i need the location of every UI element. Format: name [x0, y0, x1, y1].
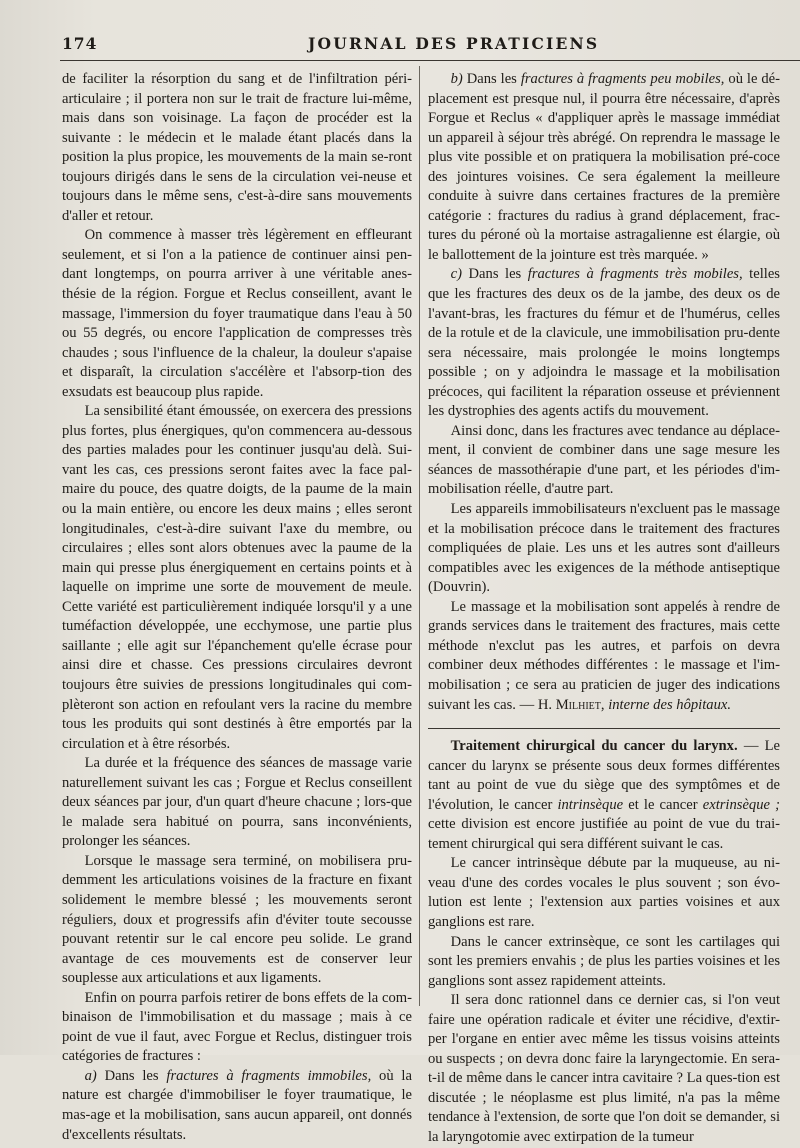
- paragraph-resorption: de faciliter la résorption du sang et de l'infiltration péri-articulaire ; il portera non sur le trait de fracture lui-même, mais dans son voisinage. La façon de procéder est la suivante : le médecin et le malade étant placés dans la position la plus propice, les mouvements de la main se-ront toujours dirigés dans le sens de la circulation vei-neuse et toujours dans le même sens, c'est-à-dire sans mouvements d'aller et retour.: [62, 71, 412, 224]
- column-divider: [419, 66, 420, 1006]
- category-b-dans: Dans les: [466, 71, 517, 87]
- category-c-text: telles que les fractures des deux os de la jambe, des deux os de l'avant-bras, les fractures du fémur et de l'humérus, celles de la rotule et de la clavicule, une immobilisation pru-dente sera nécessaire, mais prolongée le moins longtemps possible ; on y adjoindra le massage et la mobilisation précoces, qui facilitent la réparation osseuse et préviennent les dystrophies des agents actifs du mouvement.: [428, 266, 780, 420]
- journal-title: JOURNAL DES PRATICIENS: [308, 34, 600, 53]
- author-role: interne des hôpitaux.: [608, 696, 731, 713]
- category-b-text: où le dé-placement est presque nul, il pourra être nécessaire, d'après Forgue et Reclus « d'appliquer après le massage immédiat un appareil à séjour très abrégé. On reprendra le massage le plus vite possible et on pratiquera la mobilisation pré-coce des jointures voisines. Ce sera également la meilleure conduite à suivre dans certaines fractures de la première catégorie : fractures du radius à grand déplacement, frac-tures du péroné où la mortaise astragalienne est élargie, où le ballottement de la jointure est très marquée. »: [428, 71, 781, 263]
- author-name: H. Milhiet,: [537, 696, 605, 713]
- category-b-marker: b): [450, 71, 463, 87]
- larynx-et-le-cancer: et le cancer: [628, 796, 698, 813]
- paragraph-effleurage: On commence à masser très légèrement en effleurant seulement, et si l'on a la patience de continuer ainsi pen-dant longtemps, on pourra arriver à une véritable anes-thésie de la région. Forgue et Reclus conseillent, avant le massage, l'immersion du foyer traumatique dans l'eau à 50 ou 55 degrés, ou encore l'application de compresses très chaudes ; sous l'influence de la chaleur, la douleur s'apaise et disparaît, la circulation s'accélère et l'absorp-tion des exsudats est beaucoup plus rapide.: [62, 227, 412, 400]
- header-rule: [60, 60, 800, 61]
- paragraph-categories: Enfin on pourra parfois retirer de bons effets de la com-binaison de l'immobilisation et du massage ; mais à ce point de vue il faut, avec Forgue et Reclus, distinguer trois catégories de fractures :: [62, 989, 412, 1065]
- conclusion-text: Le massage et la mobilisation sont appelés à rendre de grands services dans le traitement des fractures, mais cette méthode n'exclut pas les autres, et parfois on devra combiner deux méthodes différentes : le massage et l'im-mobilisation ; ce sera au praticien de juger des indications suivant les cas. —: [428, 598, 780, 713]
- paragraph-cancer-intrinseque: Le cancer intrinsèque débute par la muqueuse, au ni-veau d'une des cordes vocales le plus souvent ; son évo-lution est lente ; l'extension aux parties voisines et aux ganglions est rare.: [428, 855, 780, 930]
- paragraph-appareils: Les appareils immobilisateurs n'excluent pas le massage et la mobilisation précoce dans le traitement des fractures compliquées de plaie. Les uns et les autres sont d'ailleurs compatibles avec les exigences de la méthode antiseptique (Douvrin).: [428, 501, 780, 596]
- paragraph-mobilisation: Lorsque le massage sera terminé, on mobilisera pru-demment les articulations voisines de la fracture en fixant solidement le membre blessé ; les mouvements seront réguliers, doux et progressifs afin d'éviter toute secousse pouvant retentir sur le cal encore peu solide. Le grand avantage de ces mouvements est de conserver leur souplesse aux articulations et aux ligaments.: [62, 852, 412, 987]
- category-a-dans: Dans les: [104, 1067, 159, 1084]
- section-separator: [428, 728, 780, 729]
- category-c-italic: fractures à fragments très mobiles,: [527, 266, 743, 283]
- paragraph-conclusion: [428, 598, 780, 715]
- paragraph-larynx-intro: [428, 737, 780, 854]
- category-a-marker: a): [84, 1067, 97, 1084]
- larynx-intro-rest: cette division est encore justifiée au point de vue du trai-tement chirurgical qui sera différent suivant le cas.: [428, 816, 780, 852]
- section-title: Traitement chirurgical du cancer du larynx.: [450, 738, 738, 755]
- category-c-marker: c): [450, 266, 462, 283]
- paragraph-category-c: [428, 265, 780, 421]
- paragraph-category-b: [428, 70, 780, 265]
- category-b-italic: fractures à fragments peu mobiles,: [520, 71, 725, 87]
- paragraph-cancer-extrinseque: Dans le cancer extrinsèque, ce sont les cartilages qui sont les premiers envahis ; de plus les parties voisines et les ganglions sont assez rapidement atteints.: [428, 933, 780, 989]
- larynx-intro-dash: — Le cancer du larynx se présente sous deux formes différentes tant au point de vue du siège que des symptômes et de l'évolution, le cancer: [428, 738, 780, 813]
- page-number: 174: [62, 34, 98, 53]
- left-column: [62, 70, 412, 1145]
- paragraph-duree-seances: La durée et la fréquence des séances de massage varie naturellement suivant les cas ; Forgue et Reclus conseillent deux séances par jour, d'un quart d'heure chacune ; lors-que le malade sera habitué on pourra, sans inconvénients, prolonger les séances.: [62, 755, 412, 850]
- paragraph-laryngectomie: Il sera donc rationnel dans ce dernier cas, si l'on veut faire une opération radicale et éviter une récidive, d'extir-per l'organe en entier avec même les tissus voisins atteints ou suspects ; on devra donc faire la laryngectomie. En sera-t-il de même dans le cancer intra cavitaire ? La ques-tion est discutée ; le néoplasme est plus limité, n'a pas la même tendance à l'extension, de sorte que l'on doit se demander, si la laryngotomie avec extirpation de la tumeur: [428, 992, 780, 1145]
- term-intrinseque: intrinsèque: [557, 796, 624, 813]
- paragraph-category-a: [62, 1067, 412, 1145]
- paragraph-pressions: La sensibilité étant émoussée, on exercera des pressions plus fortes, plus énergiques, qu'on commencera au-dessous des parties malades pour les continuer jusqu'au delà. Sui-vant les cas, ces pressions seront faites avec la face pal-maire du pouce, des quatre doigts, de la paume de la main ou la main entière, ou encore les deux mains ; elles seront longitudinales, c'est-à-dire suivant l'axe du membre, ou circulaires ; elles sont alors obtenues avec la paume de la main qui presse plus énergiquement en certains points et à laquelle on imprime une sorte de mouvement de meule. Cette variété est particulièrement indiquée lorsqu'il y a une tuméfaction développée, une ecchymose, une partie plus saillante ; elle agit sur l'épanchement qu'elle écrase pour ainsi dire et chasse. Ces pressions circulaires devront toujours être suivies de pressions longitudinales qui com-plèteront son action en refoulant vers la racine du membre tous les produits qui sont destinés à être emportés par la circulation et à être résorbés.: [62, 403, 412, 752]
- term-extrinseque: extrinsèque ;: [702, 796, 780, 813]
- right-column: [428, 70, 780, 1148]
- paragraph-ainsi-donc: Ainsi donc, dans les fractures avec tendance au déplace-ment, il convient de combiner dans une sage mesure les séances de massothérapie d'une part, et les périodes d'im-mobilisation réelle, d'autre part.: [428, 422, 780, 498]
- page-header: [0, 34, 800, 58]
- category-a-italic: fractures à fragments immobiles,: [166, 1067, 372, 1084]
- category-c-dans: Dans les: [468, 266, 522, 283]
- category-a-text: où la nature est chargée d'immobiliser le foyer traumatique, le mas-age et la mobilisation, sans aucun appareil, ont donnés d'excellents résultats.: [62, 1067, 412, 1143]
